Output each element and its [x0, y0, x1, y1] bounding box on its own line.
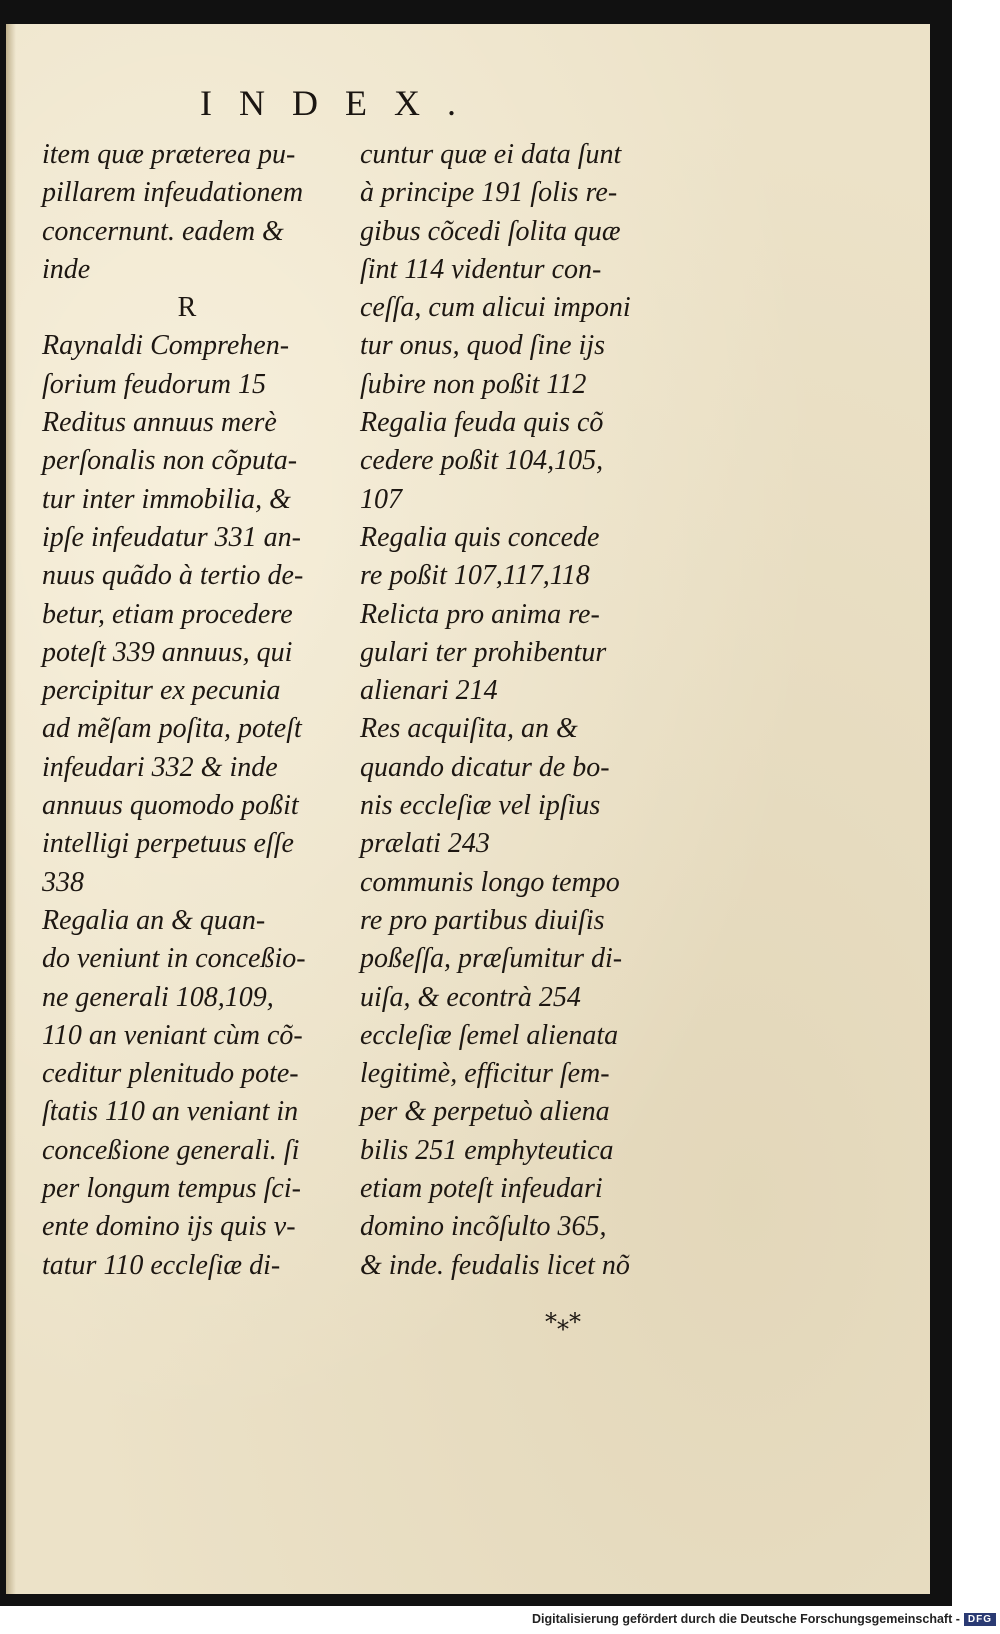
index-line: ſorium feudorum 15 — [42, 368, 266, 400]
index-line: tur onus, quod ſine ijs — [360, 330, 606, 362]
index-line: Regalia feuda quis cõ — [360, 407, 604, 439]
index-line: Raynaldi Comprehen- — [42, 330, 290, 362]
index-line: intelligi perpetuus eſſe — [42, 828, 294, 860]
index-line: cedere poßit 104,105, — [360, 445, 604, 477]
index-line: ente domino ijs quis v- — [42, 1211, 296, 1243]
funding-text: Digitalisierung gefördert durch die Deutsche Forschungsgemeinschaft - — [532, 1612, 960, 1626]
index-line: tatur 110 eccleſiæ di- — [42, 1249, 281, 1281]
index-line: tur inter immobilia, & — [42, 483, 291, 515]
funding-footer — [532, 1612, 996, 1626]
index-line: etiam poteſt infeudari — [360, 1173, 603, 1205]
index-line: domino incõſulto 365, — [360, 1211, 607, 1243]
index-line: Regalia quis concede — [360, 521, 600, 553]
running-header: INDEX. — [200, 83, 483, 123]
index-line: annuus quomodo poßit — [42, 790, 299, 822]
index-line: Relicta pro anima re- — [360, 598, 600, 630]
index-line: Res acquiſita, an & — [360, 713, 578, 745]
index-line: perſonalis non cõputa- — [42, 445, 298, 477]
index-line: ad mẽſam poſita, poteſt — [42, 713, 302, 745]
index-line: ne generali 108,109, — [42, 981, 274, 1013]
index-line: eccleſiæ ſemel alienata — [360, 1019, 619, 1051]
index-line: infeudari 332 & inde — [42, 751, 278, 783]
index-line: concernunt. eadem & — [42, 215, 284, 247]
index-line: gibus cõcedi ſolita quæ — [360, 215, 621, 247]
index-line: ceſſa, cum alicui imponi — [360, 292, 631, 324]
index-line: R — [177, 292, 197, 324]
index-line: poßeſſa, præſumitur di- — [360, 943, 623, 975]
index-line: per & perpetuò aliena — [360, 1096, 610, 1128]
index-line: cuntur quæ ei data ſunt — [360, 139, 622, 170]
index-line: per longum tempus ſci- — [42, 1173, 301, 1205]
index-line: ſtatis 110 an veniant in — [42, 1096, 299, 1128]
index-column-right — [360, 136, 660, 1285]
page-gutter-shadow — [6, 24, 16, 1594]
index-line: 110 an veniant cùm cõ- — [42, 1019, 303, 1051]
index-line: ceditur plenitudo pote- — [42, 1058, 299, 1090]
index-line: poteſt 339 annuus, qui — [42, 636, 293, 668]
index-line: uiſa, & econtrà 254 — [360, 981, 581, 1013]
index-line: percipitur ex pecunia — [42, 675, 281, 707]
index-line: Reditus annuus merè — [42, 407, 277, 439]
index-line: pillarem infeudationem — [42, 177, 304, 209]
index-line: 338 — [42, 866, 84, 898]
index-line: alienari 214 — [360, 675, 498, 707]
index-line: do veniunt in conceßio- — [42, 943, 306, 975]
index-line: nis eccleſiæ vel ipſius — [360, 790, 601, 822]
index-line: prælati 243 — [360, 828, 490, 860]
signature-mark: *⁎* — [545, 1308, 581, 1336]
index-line: Regalia an & quan- — [42, 904, 266, 936]
index-line: ſubire non poßit 112 — [360, 368, 587, 400]
index-line: gulari ter prohibentur — [360, 636, 607, 668]
index-line: re poßit 107,117,118 — [360, 560, 590, 592]
index-line: quando dicatur de bo- — [360, 751, 610, 783]
index-line: 107 — [360, 483, 402, 515]
index-line: conceßione generali. ſi — [42, 1134, 300, 1166]
index-line: legitimè, efficitur ſem- — [360, 1058, 610, 1090]
index-line: betur, etiam procedere — [42, 598, 293, 630]
index-column-left — [42, 136, 332, 1285]
index-line: ipſe infeudatur 331 an- — [42, 521, 301, 553]
index-line: ſint 114 videntur con- — [360, 253, 602, 285]
index-line: re pro partibus diuiſis — [360, 904, 605, 936]
index-line: à principe 191 ſolis re- — [360, 177, 618, 209]
index-line: communis longo tempo — [360, 866, 620, 898]
index-line: bilis 251 emphyteutica — [360, 1134, 614, 1166]
index-line: item quæ præterea pu- — [42, 139, 296, 170]
index-line: nuus quãdo à tertio de- — [42, 560, 304, 592]
index-line: & inde. feudalis licet nõ — [360, 1249, 630, 1281]
dfg-logo-icon: DFG — [964, 1613, 996, 1626]
index-line: inde — [42, 253, 91, 285]
